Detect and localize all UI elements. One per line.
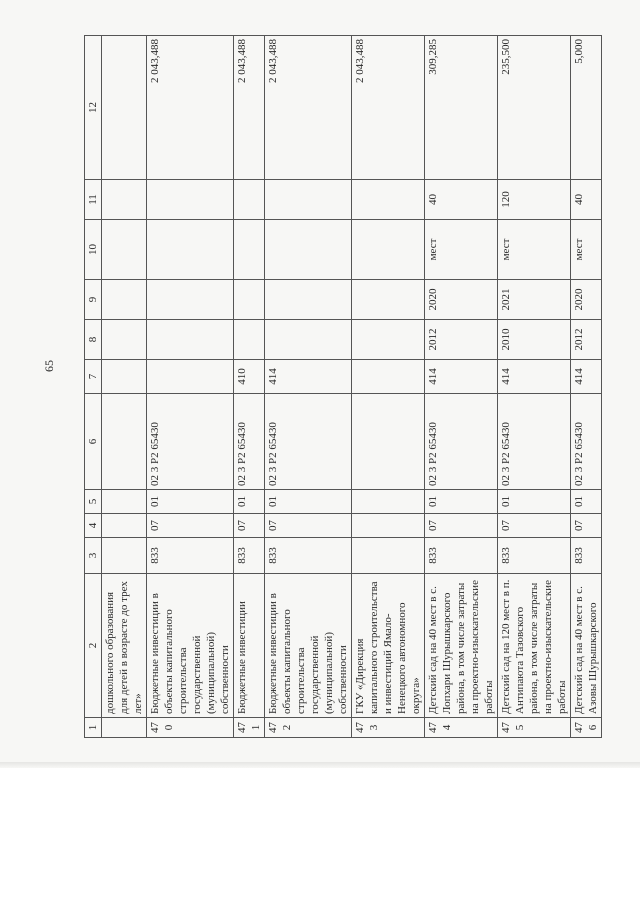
- col-header: 12: [85, 36, 102, 180]
- table-row: [265, 36, 352, 738]
- table-cell: 07: [571, 514, 602, 538]
- table-cell: 471: [234, 718, 265, 738]
- table-cell: 2020: [425, 280, 498, 320]
- col-header: 3: [85, 538, 102, 574]
- table-cell: 07: [498, 514, 571, 538]
- table-cell: [352, 180, 425, 220]
- table-cell: 40: [571, 180, 602, 220]
- table-row: [147, 36, 234, 738]
- table-cell: [352, 394, 425, 490]
- table-cell: [102, 280, 147, 320]
- table-cell: [102, 514, 147, 538]
- budget-table: [84, 35, 602, 738]
- table-cell: 833: [147, 538, 234, 574]
- table-cell: 07: [265, 514, 352, 538]
- table-cell: [352, 220, 425, 280]
- table-cell: 414: [498, 360, 571, 394]
- col-header: 10: [85, 220, 102, 280]
- table-cell: 02 3 P2 65430: [147, 394, 234, 490]
- table-cell: 235,500: [498, 36, 571, 180]
- table-cell: Бюджетные инвестиции в объекты капитального строительства государственной (муниципальной) собственности: [147, 574, 234, 718]
- table-cell: 833: [571, 538, 602, 574]
- table-row: [425, 36, 498, 738]
- table-cell: [102, 220, 147, 280]
- table-cell: 5,000: [571, 36, 602, 180]
- table-cell: 02 3 P2 65430: [265, 394, 352, 490]
- table-cell: [265, 220, 352, 280]
- table-cell: [102, 180, 147, 220]
- table-cell: 01: [571, 490, 602, 514]
- table-cell: 01: [147, 490, 234, 514]
- table-cell: 476: [571, 718, 602, 738]
- table-cell: 2012: [425, 320, 498, 360]
- table-cell: Детский сад на 40 мест в с. Азовы Шурышкарского: [571, 574, 602, 718]
- table-cell: 02 3 P2 65430: [498, 394, 571, 490]
- table-cell: [102, 320, 147, 360]
- table-cell: 2 043,488: [265, 36, 352, 180]
- table-cell: 2012: [571, 320, 602, 360]
- table-cell: 2 043,488: [234, 36, 265, 180]
- table-cell: [352, 538, 425, 574]
- table-cell: 2 043,488: [352, 36, 425, 180]
- table-cell: мест: [571, 220, 602, 280]
- table-cell: мест: [425, 220, 498, 280]
- table-cell: [352, 360, 425, 394]
- table-cell: [147, 320, 234, 360]
- table-cell: 2010: [498, 320, 571, 360]
- table-row: [102, 36, 147, 738]
- table-cell: [102, 394, 147, 490]
- table-cell: 414: [571, 360, 602, 394]
- table-cell: [234, 280, 265, 320]
- table-cell: Детский сад на 120 мест в п. Антипаюта Тазовского района, в том числе затраты на проектно-изыскательские работы: [498, 574, 571, 718]
- table-cell: 475: [498, 718, 571, 738]
- table-cell: 01: [425, 490, 498, 514]
- table-row: [571, 36, 602, 738]
- table-cell: 2020: [571, 280, 602, 320]
- table-cell: [352, 320, 425, 360]
- table-cell: 410: [234, 360, 265, 394]
- table-cell: 01: [265, 490, 352, 514]
- table-cell: 2021: [498, 280, 571, 320]
- table-cell: 07: [425, 514, 498, 538]
- table-cell: [352, 280, 425, 320]
- table-cell: 473: [352, 718, 425, 738]
- col-header: 11: [85, 180, 102, 220]
- table-cell: [102, 718, 147, 738]
- table-cell: [265, 280, 352, 320]
- col-header: 9: [85, 280, 102, 320]
- table-cell: 414: [425, 360, 498, 394]
- table-cell: Детский сад на 40 мест в с. Лопхари Шурышкарского района, в том числе затраты на проектно-изыскательские работы: [425, 574, 498, 718]
- table-cell: 474: [425, 718, 498, 738]
- table-row: [234, 36, 265, 738]
- table-cell: 02 3 P2 65430: [425, 394, 498, 490]
- table-cell: 02 3 P2 65430: [234, 394, 265, 490]
- page-number: 65: [42, 360, 56, 372]
- col-header: 6: [85, 394, 102, 490]
- table-cell: 414: [265, 360, 352, 394]
- table-cell: ГКУ «Дирекция капитального строительства и инвестиций Ямало-Ненецкого автономного округа»: [352, 574, 425, 718]
- col-header: 4: [85, 514, 102, 538]
- table-cell: [102, 36, 147, 180]
- col-header: 2: [85, 574, 102, 718]
- table-row: [498, 36, 571, 738]
- table-cell: [265, 180, 352, 220]
- blank-area: [0, 768, 640, 905]
- table-cell: 02 3 P2 65430: [571, 394, 602, 490]
- table-cell: 120: [498, 180, 571, 220]
- table-cell: [234, 180, 265, 220]
- table-cell: [352, 514, 425, 538]
- table-cell: [234, 220, 265, 280]
- table-cell: 833: [234, 538, 265, 574]
- table-cell: [102, 538, 147, 574]
- table-cell: 01: [234, 490, 265, 514]
- table-cell: 833: [425, 538, 498, 574]
- table-row: [352, 36, 425, 738]
- table-cell: дошкольного образования для детей в возрасте до трех лет»: [102, 574, 147, 718]
- table-cell: 472: [265, 718, 352, 738]
- col-header: 8: [85, 320, 102, 360]
- col-header: 7: [85, 360, 102, 394]
- table-cell: 40: [425, 180, 498, 220]
- table-cell: [102, 490, 147, 514]
- table-cell: 833: [498, 538, 571, 574]
- table-cell: [147, 280, 234, 320]
- table-cell: [265, 320, 352, 360]
- table-cell: 833: [265, 538, 352, 574]
- col-header: 1: [85, 718, 102, 738]
- table-cell: [234, 320, 265, 360]
- table-cell: Бюджетные инвестиции: [234, 574, 265, 718]
- table-cell: [102, 360, 147, 394]
- table-cell: мест: [498, 220, 571, 280]
- rotated-table-container: [84, 36, 612, 738]
- table-cell: 07: [234, 514, 265, 538]
- table-cell: 01: [498, 490, 571, 514]
- table-cell: Бюджетные инвестиции в объекты капитального строительства государственной (муниципальной) собственности: [265, 574, 352, 718]
- table-cell: 309,285: [425, 36, 498, 180]
- table-cell: 07: [147, 514, 234, 538]
- table-cell: [147, 180, 234, 220]
- table-cell: [352, 490, 425, 514]
- table-cell: 470: [147, 718, 234, 738]
- table-cell: [147, 360, 234, 394]
- col-header: 5: [85, 490, 102, 514]
- header-row: [85, 36, 102, 738]
- table-cell: [147, 220, 234, 280]
- table-cell: 2 043,488: [147, 36, 234, 180]
